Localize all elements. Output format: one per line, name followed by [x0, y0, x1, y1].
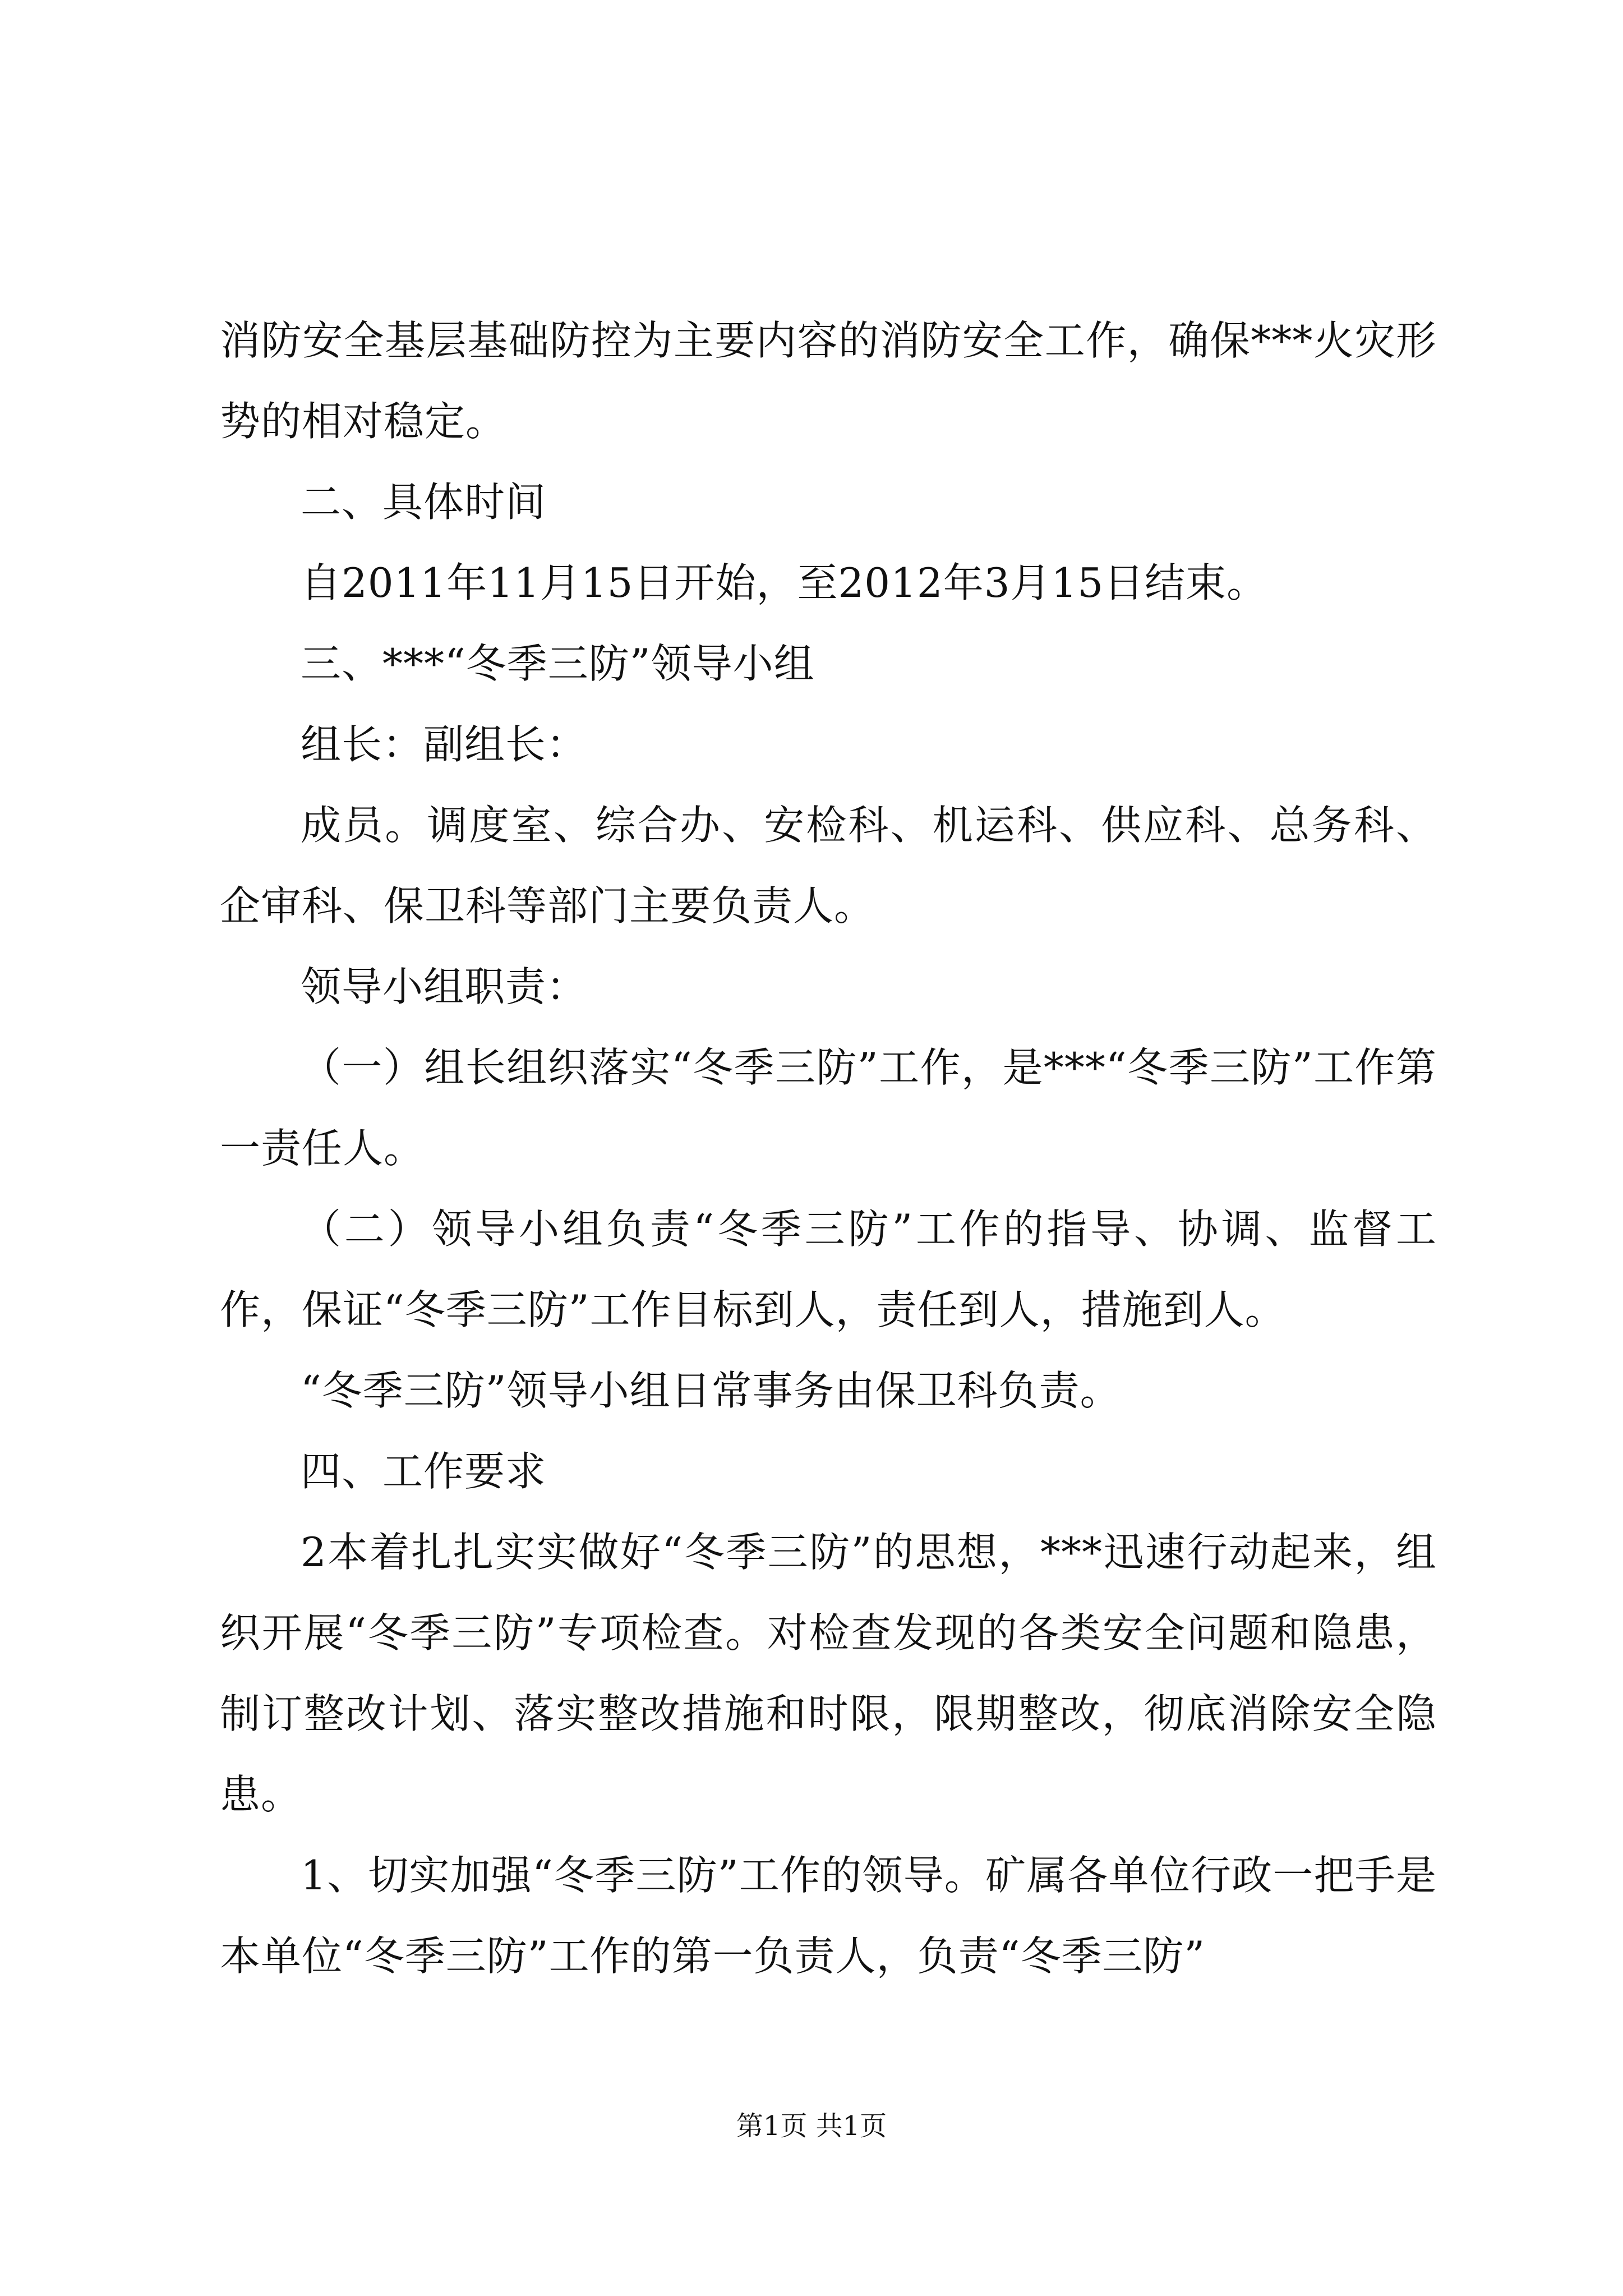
- paragraph-duty-2: （二）领导小组负责“冬季三防”工作的指导、协调、监督工作，保证“冬季三防”工作目标到人，责任到人，措施到人。: [220, 1205, 1437, 1333]
- paragraph-dates: 自2011年11月15日开始，至2012年3月15日结束。: [301, 559, 1268, 606]
- paragraph-leadership-strengthen: 1、切实加强“冬季三防”工作的领导。矿属各单位行政一把手是本单位“冬季三防”工作的第一负责人，负责“冬季三防”: [220, 1852, 1437, 1980]
- paragraph-1: 消防安全基层基础防控为主要内容的消防安全工作，确保***火灾形势的相对稳定。: [220, 317, 1437, 445]
- paragraph-daily-affairs: “冬季三防”领导小组日常事务由保卫科负责。: [301, 1367, 1121, 1414]
- paragraph-group-leaders: 组长：副组长：: [301, 721, 588, 768]
- section-heading-requirements: 四、工作要求: [301, 1448, 547, 1495]
- section-heading-leadership-group: 三、***“冬季三防”领导小组: [301, 640, 815, 687]
- section-heading-schedule: 二、具体时间: [301, 478, 547, 526]
- paragraph-inspection: 2本着扎扎实实做好“冬季三防”的思想，***迅速行动起来，组织开展“冬季三防”专项检查。对检查发现的各类安全问题和隐患，制订整改计划、落实整改措施和时限，限期整改，彻底消除安全隐患。: [220, 1529, 1437, 1818]
- paragraph-members: 成员。调度室、综合办、安检科、机运科、供应科、总务科、企审科、保卫科等部门主要负责人。: [220, 802, 1437, 930]
- page-footer: 第1页 共1页: [736, 2110, 887, 2142]
- document-body: [220, 300, 1437, 1996]
- paragraph-duty-1: （一）组长组织落实“冬季三防”工作，是***“冬季三防”工作第一责任人。: [220, 1044, 1437, 1172]
- paragraph-duties-heading: 领导小组职责：: [301, 963, 588, 1010]
